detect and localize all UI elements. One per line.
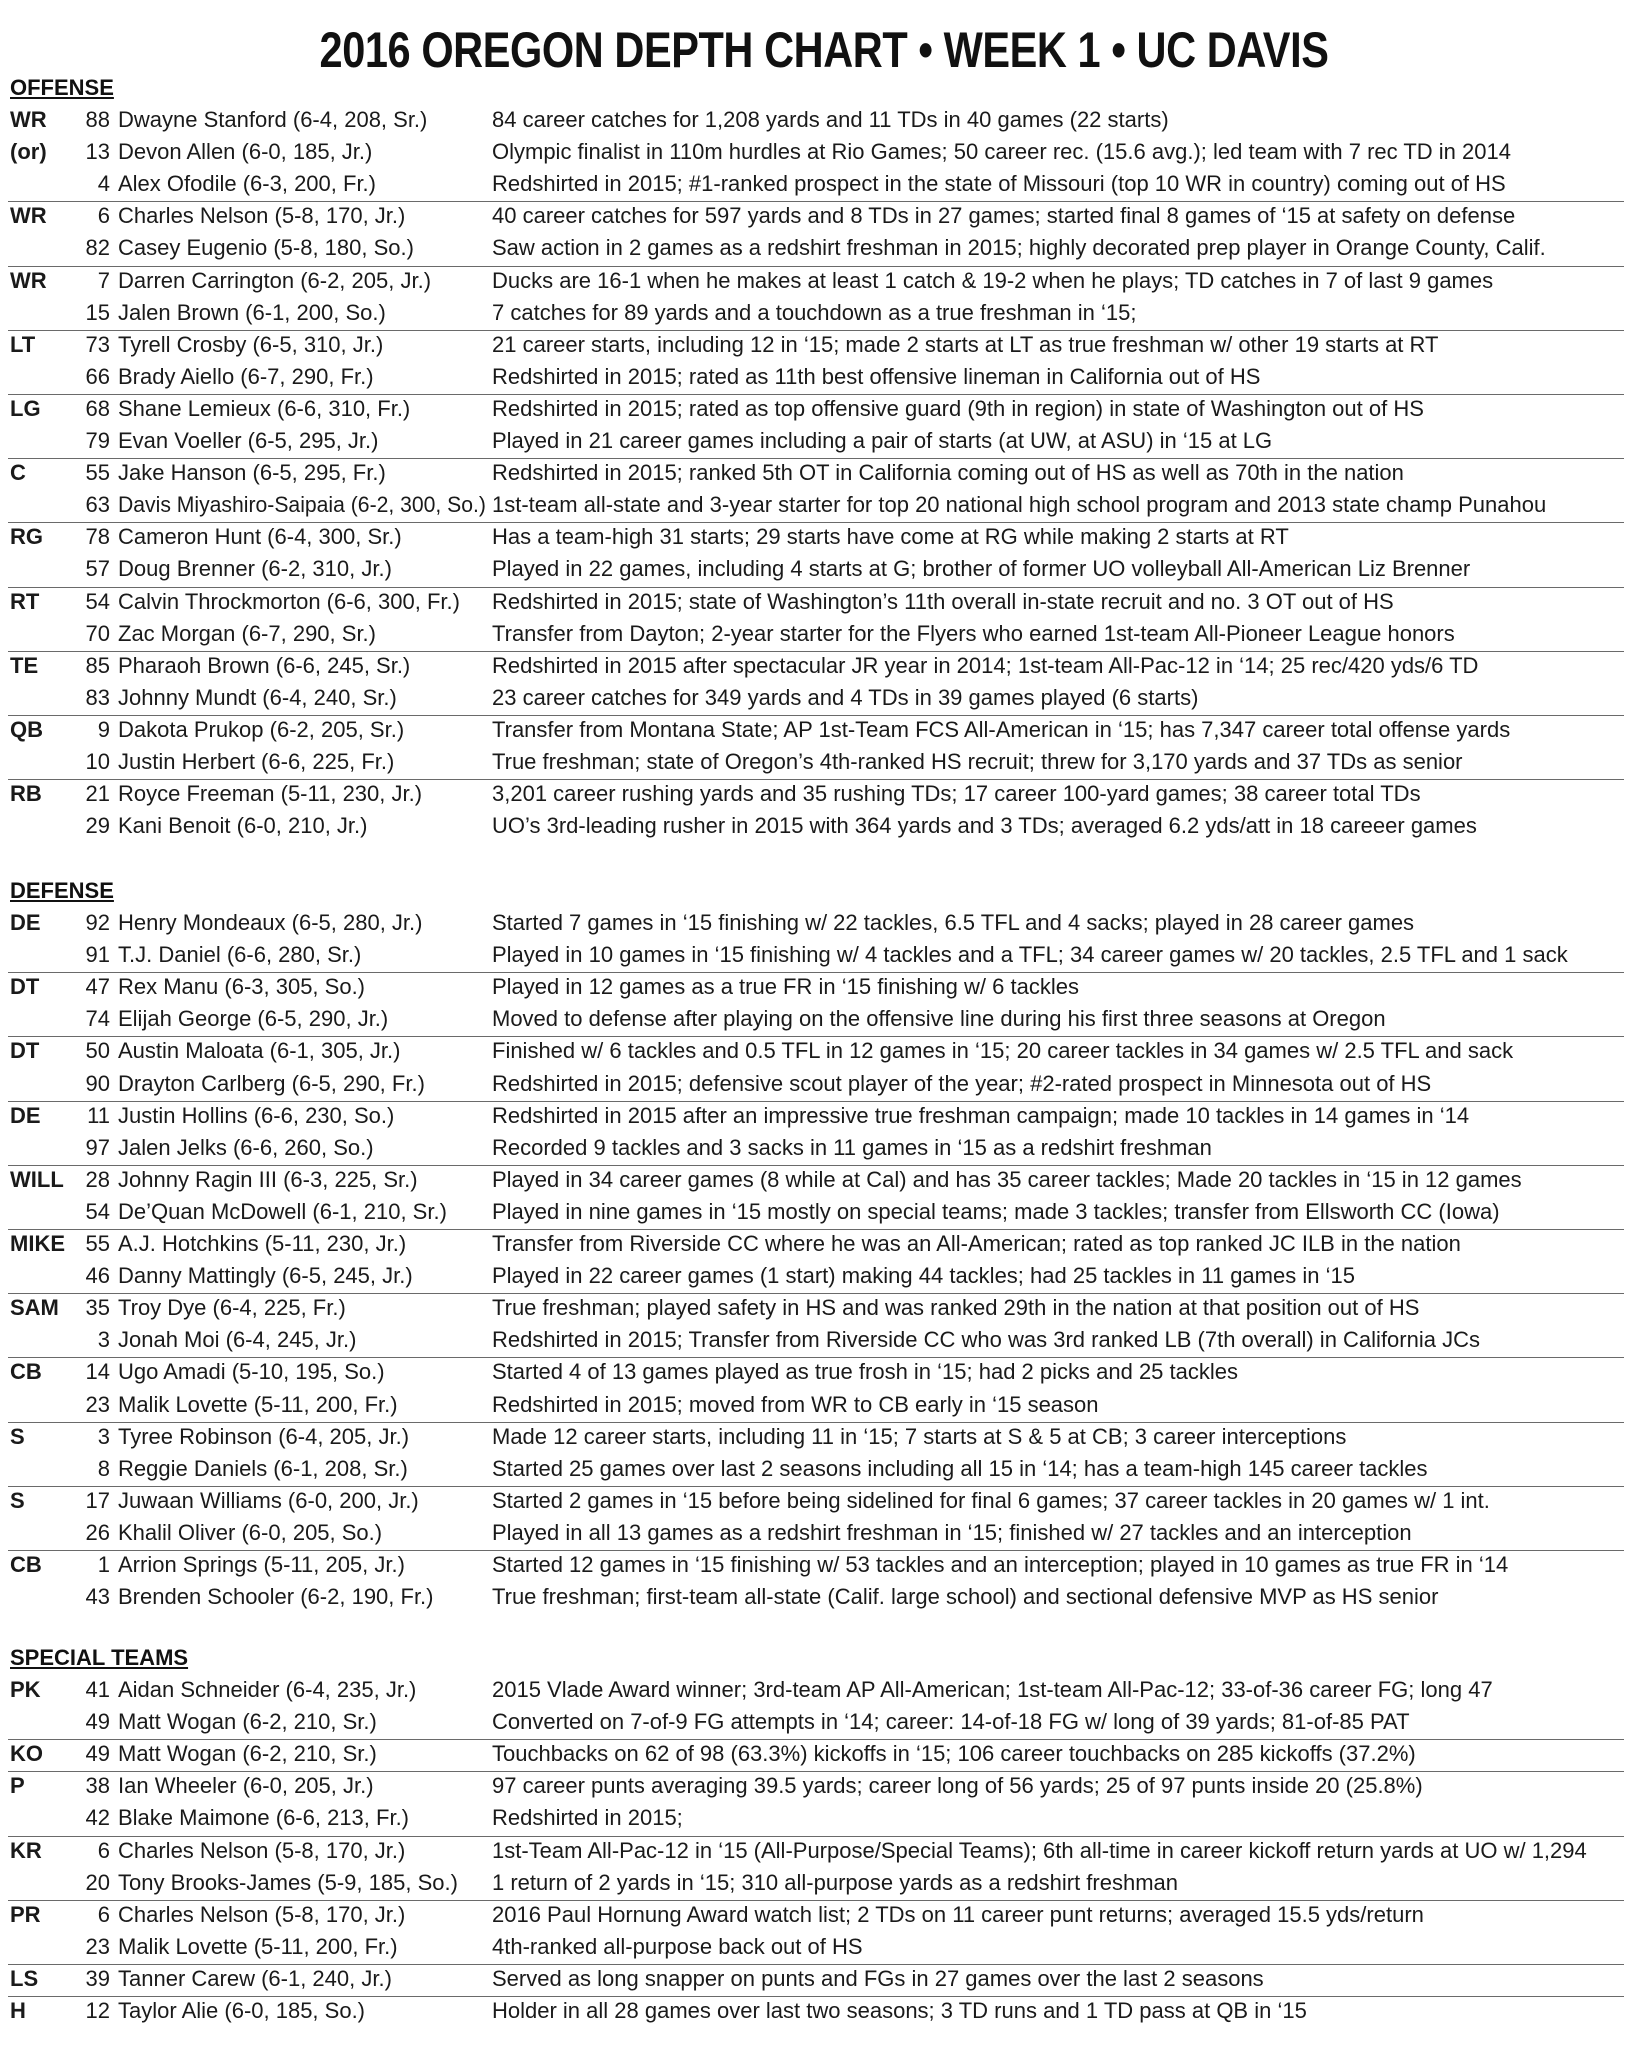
player-note: Redshirted in 2015; rated as top offensive guard (9th in region) in state of Washington out of HS [492, 395, 1424, 421]
player-note: Transfer from Dayton; 2-year starter for the Flyers who earned 1st-team All-Pioneer League honors [492, 620, 1455, 646]
position-label: PR [10, 1901, 41, 1927]
player-name: Troy Dye (6-4, 225, Fr.) [118, 1295, 346, 1321]
jersey-number: 3 [97, 1423, 110, 1449]
jersey-number: 47 [85, 974, 110, 1000]
player-note: Redshirted in 2015; ranked 5th OT in California coming out of HS as well as 70th in the nation [492, 460, 1404, 486]
depth-row [0, 136, 1648, 168]
player-name: Cameron Hunt (6-4, 300, Sr.) [118, 524, 402, 550]
depth-row [0, 1995, 1648, 2027]
player-note: Played in 21 career games including a pair of starts (at UW, at ASU) in ‘15 at LG [492, 428, 1273, 453]
depth-row [0, 521, 1648, 553]
depth-row [0, 810, 1648, 842]
player-name: Pharaoh Brown (6-6, 245, Sr.) [118, 652, 411, 678]
player-note: Redshirted in 2015 after an impressive true freshman campaign; made 10 tackles in 14 games in ‘14 [492, 1102, 1470, 1128]
jersey-number: 73 [85, 331, 110, 357]
depth-row [0, 200, 1648, 232]
player-name: Davis Miyashiro-Saipaia (6-2, 300, So.) [118, 492, 486, 518]
depth-row [0, 553, 1648, 585]
player-name: Henry Mondeaux (6-5, 280, Jr.) [118, 910, 423, 935]
jersey-number: 39 [85, 1965, 110, 1991]
jersey-number: 15 [85, 299, 110, 325]
player-name: Royce Freeman (5-11, 230, Jr.) [118, 781, 423, 807]
jersey-number: 6 [97, 1901, 110, 1927]
jersey-number: 29 [85, 813, 110, 839]
player-note: Played in all 13 games as a redshirt freshman in ‘15; finished w/ 27 tackles and an interception [492, 1519, 1412, 1545]
position-label: LT [10, 331, 36, 357]
depth-row [0, 457, 1648, 489]
jersey-number: 8 [97, 1455, 110, 1481]
player-name: Dakota Prukop (6-2, 205, Sr.) [118, 716, 405, 742]
position-label: LS [10, 1965, 39, 1991]
player-note: Played in 34 career games (8 while at Cal) and has 35 career tackles; Made 20 tackles in ‘15 in 12 games [492, 1166, 1522, 1192]
player-name: Evan Voeller (6-5, 295, Jr.) [118, 428, 379, 453]
jersey-number: 70 [85, 620, 110, 646]
position-label: WR [10, 203, 47, 229]
player-note: Redshirted in 2015; [492, 1805, 683, 1831]
position-label: QB [10, 716, 43, 742]
depth-row [0, 265, 1648, 297]
player-name: Charles Nelson (5-8, 170, Jr.) [118, 1901, 406, 1927]
jersey-number: 38 [85, 1773, 110, 1799]
jersey-number: 14 [85, 1359, 110, 1385]
player-name: Malik Lovette (5-11, 200, Fr.) [118, 1391, 398, 1417]
player-note: Olympic finalist in 110m hurdles at Rio Games; 50 career rec. (15.6 avg.); led team with 7 rec TD in 2014 [492, 139, 1511, 165]
position-label: MIKE [10, 1231, 65, 1256]
jersey-number: 23 [85, 1933, 110, 1959]
jersey-number: 91 [85, 942, 110, 968]
depth-row [0, 1706, 1648, 1738]
player-note: Redshirted in 2015; Transfer from Riverside CC who was 3rd ranked LB (7th overall) in California JCs [492, 1327, 1480, 1353]
jersey-number: 57 [85, 556, 110, 582]
player-name: Tyree Robinson (6-4, 205, Jr.) [118, 1423, 410, 1449]
depth-row [0, 1389, 1648, 1421]
depth-row [0, 1770, 1648, 1802]
jersey-number: 6 [97, 203, 110, 229]
player-note: Redshirted in 2015 after spectacular JR year in 2014; 1st-team All-Pac-12 in ‘14; 25 rec/420 yds/6 TD [492, 652, 1479, 678]
player-note: True freshman; played safety in HS and was ranked 29th in the nation at that position out of HS [492, 1295, 1420, 1321]
player-note: Played in 10 games in ‘15 finishing w/ 4 tackles and a TFL; 34 career games w/ 20 tackles, 2.5 TFL and 1 sack [492, 942, 1568, 968]
player-note: Started 7 games in ‘15 finishing w/ 22 tackles, 6.5 TFL and 4 sacks; played in 28 career games [492, 910, 1415, 935]
jersey-number: 17 [85, 1487, 110, 1513]
position-label: PK [10, 1677, 41, 1702]
depth-row [0, 489, 1648, 521]
player-note: Holder in all 28 games over last two seasons; 3 TD runs and 1 TD pass at QB in ‘15 [492, 1998, 1307, 2023]
depth-row [0, 939, 1648, 971]
position-label: P [10, 1773, 25, 1799]
player-note: Served as long snapper on punts and FGs in 27 games over the last 2 seasons [492, 1965, 1264, 1991]
depth-row [0, 907, 1648, 939]
jersey-number: 20 [85, 1869, 110, 1895]
jersey-number: 49 [85, 1709, 110, 1735]
jersey-number: 54 [85, 588, 110, 614]
player-name: Rex Manu (6-3, 305, So.) [118, 974, 366, 1000]
alternate-label: (or) [10, 139, 47, 165]
position-label: CB [10, 1359, 42, 1385]
player-note: Started 4 of 13 games played as true frosh in ‘15; had 2 picks and 25 tackles [492, 1359, 1239, 1385]
player-note: Recorded 9 tackles and 3 sacks in 11 games in ‘15 as a redshirt freshman [492, 1134, 1212, 1160]
depth-row [0, 393, 1648, 425]
jersey-number: 41 [85, 1677, 110, 1702]
player-name: Zac Morgan (6-7, 290, Sr.) [118, 620, 376, 646]
position-label: KO [10, 1741, 43, 1767]
depth-row [0, 168, 1648, 200]
position-label: WILL [10, 1166, 64, 1192]
player-name: Tony Brooks-James (5-9, 185, So.) [118, 1869, 458, 1895]
player-name: Charles Nelson (5-8, 170, Jr.) [118, 1837, 406, 1863]
jersey-number: 79 [85, 428, 110, 453]
position-label: LG [10, 395, 41, 421]
depth-row [0, 1068, 1648, 1100]
position-label: RT [10, 588, 40, 614]
position-label: S [10, 1487, 25, 1513]
player-name: Jalen Brown (6-1, 200, So.) [118, 299, 386, 325]
player-note: Converted on 7-of-9 FG attempts in ‘14; career: 14-of-18 FG w/ long of 39 yards; 81-of-85 PAT [492, 1709, 1410, 1735]
player-note: Made 12 career starts, including 11 in ‘15; 7 starts at S & 5 at CB; 3 career interceptions [492, 1423, 1347, 1449]
player-name: Doug Brenner (6-2, 310, Jr.) [118, 556, 392, 582]
player-note: Has a team-high 31 starts; 29 starts have come at RG while making 2 starts at RT [492, 524, 1289, 550]
jersey-number: 78 [85, 524, 110, 550]
depth-row [0, 1228, 1648, 1260]
depth-row [0, 1035, 1648, 1067]
player-name: Malik Lovette (5-11, 200, Fr.) [118, 1933, 398, 1959]
jersey-number: 90 [85, 1070, 110, 1096]
player-name: Austin Maloata (6-1, 305, Jr.) [118, 1038, 401, 1064]
player-name: Calvin Throckmorton (6-6, 300, Fr.) [118, 588, 460, 614]
player-note: Saw action in 2 games as a redshirt freshman in 2015; highly decorated prep player in Orange County, Calif. [492, 235, 1546, 261]
player-name: Brenden Schooler (6-2, 190, Fr.) [118, 1584, 434, 1610]
player-name: Matt Wogan (6-2, 210, Sr.) [118, 1709, 377, 1735]
depth-row [0, 1963, 1648, 1995]
jersey-number: 46 [85, 1263, 110, 1289]
depth-row [0, 425, 1648, 457]
depth-row [0, 1260, 1648, 1292]
jersey-number: 1 [97, 1552, 110, 1577]
depth-row [0, 232, 1648, 264]
position-label: RG [10, 524, 43, 550]
depth-row [0, 1549, 1648, 1581]
depth-row [0, 1453, 1648, 1485]
depth-row [0, 1292, 1648, 1324]
depth-row [0, 1581, 1648, 1613]
player-note: Started 25 games over last 2 seasons including all 15 in ‘14; has a team-high 145 career tackles [492, 1455, 1428, 1481]
jersey-number: 23 [85, 1391, 110, 1417]
player-name: Matt Wogan (6-2, 210, Sr.) [118, 1741, 377, 1767]
player-note: 3,201 career rushing yards and 35 rushing TDs; 17 career 100-yard games; 38 career total TDs [492, 781, 1421, 807]
depth-row [0, 1867, 1648, 1899]
depth-row [0, 1517, 1648, 1549]
player-note: 2015 Vlade Award winner; 3rd-team AP All-American; 1st-team All-Pac-12; 33-of-36 career FG; long 47 [492, 1677, 1493, 1702]
jersey-number: 11 [87, 1102, 110, 1128]
jersey-number: 83 [85, 684, 110, 710]
player-note: Redshirted in 2015; #1-ranked prospect in the state of Missouri (top 10 WR in country) coming out of HS [492, 171, 1506, 197]
player-note: True freshman; state of Oregon’s 4th-ranked HS recruit; threw for 3,170 yards and 37 TDs as senior [492, 749, 1463, 774]
player-note: True freshman; first-team all-state (Calif. large school) and sectional defensive MVP as HS senior [492, 1584, 1439, 1610]
jersey-number: 66 [85, 363, 110, 389]
jersey-number: 42 [85, 1805, 110, 1831]
jersey-number: 13 [85, 139, 110, 165]
player-name: Charles Nelson (5-8, 170, Jr.) [118, 203, 406, 229]
jersey-number: 28 [85, 1166, 110, 1192]
player-name: T.J. Daniel (6-6, 280, Sr.) [118, 942, 362, 968]
player-note: 1 return of 2 yards in ‘15; 310 all-purpose yards as a redshirt freshman [492, 1869, 1179, 1895]
position-label: RB [10, 781, 42, 807]
player-name: Shane Lemieux (6-6, 310, Fr.) [118, 395, 411, 421]
player-note: Ducks are 16-1 when he makes at least 1 catch & 19-2 when he plays; TD catches in 7 of last 9 games [492, 267, 1494, 293]
jersey-number: 49 [85, 1741, 110, 1767]
jersey-number: 74 [85, 1006, 110, 1032]
player-note: 21 career starts, including 12 in ‘15; made 2 starts at LT as true freshman w/ other 19 starts at RT [492, 331, 1439, 357]
player-name: Jonah Moi (6-4, 245, Jr.) [118, 1327, 357, 1353]
position-label: DE [10, 910, 41, 935]
player-note: Started 2 games in ‘15 before being sidelined for final 6 games; 37 career tackles in 20 games w/ 1 int. [492, 1487, 1490, 1513]
player-note: Redshirted in 2015; state of Washington’s 11th overall in-state recruit and no. 3 OT out of HS [492, 588, 1394, 614]
depth-row [0, 1324, 1648, 1356]
player-name: Johnny Ragin III (6-3, 225, Sr.) [118, 1166, 418, 1192]
depth-row [0, 329, 1648, 361]
player-note: Transfer from Montana State; AP 1st-Team FCS All-American in ‘15; has 7,347 career total offense yards [492, 716, 1511, 742]
player-note: Finished w/ 6 tackles and 0.5 TFL in 12 games in ‘15; 20 career tackles in 34 games w/ 2.5 TFL and sack [492, 1038, 1514, 1064]
player-name: Ian Wheeler (6-0, 205, Jr.) [118, 1773, 374, 1799]
jersey-number: 85 [85, 652, 110, 678]
player-note: 97 career punts averaging 39.5 yards; career long of 56 yards; 25 of 97 punts inside 20 (25.8%) [492, 1773, 1423, 1799]
player-name: De’Quan McDowell (6-1, 210, Sr.) [118, 1198, 447, 1224]
player-note: 1st-team all-state and 3-year starter for top 20 national high school program and 2013 state champ Punahou [492, 492, 1547, 518]
player-note: Transfer from Riverside CC where he was an All-American; rated as top ranked JC ILB in the nation [492, 1231, 1461, 1256]
depth-row [0, 714, 1648, 746]
player-name: Jalen Jelks (6-6, 260, So.) [118, 1134, 374, 1160]
position-label: H [10, 1998, 26, 2023]
depth-row [0, 746, 1648, 778]
depth-row [0, 650, 1648, 682]
depth-row [0, 586, 1648, 618]
jersey-number: 68 [85, 395, 110, 421]
player-name: Juwaan Williams (6-0, 200, Jr.) [118, 1487, 419, 1513]
jersey-number: 9 [97, 716, 110, 742]
position-label: DT [10, 974, 40, 1000]
jersey-number: 92 [85, 910, 110, 935]
jersey-number: 12 [85, 1998, 110, 2023]
player-note: Redshirted in 2015; rated as 11th best offensive lineman in California out of HS [492, 363, 1261, 389]
section-heading: OFFENSE [10, 75, 114, 100]
depth-row [0, 618, 1648, 650]
player-note: Redshirted in 2015; moved from WR to CB early in ‘15 season [492, 1391, 1099, 1417]
player-note: UO’s 3rd-leading rusher in 2015 with 364 yards and 3 TDs; averaged 6.2 yds/att in 18 careeer games [492, 813, 1477, 839]
player-name: Khalil Oliver (6-0, 205, So.) [118, 1519, 383, 1545]
jersey-number: 35 [85, 1295, 110, 1321]
depth-row [0, 104, 1648, 136]
depth-row [0, 1132, 1648, 1164]
player-note: 2016 Paul Hornung Award watch list; 2 TDs on 11 career punt returns; averaged 15.5 yds/return [492, 1901, 1424, 1927]
jersey-number: 10 [85, 749, 110, 774]
player-note: Played in 12 games as a true FR in ‘15 finishing w/ 6 tackles [492, 974, 1079, 1000]
depth-row [0, 1674, 1648, 1706]
player-note: 84 career catches for 1,208 yards and 11 TDs in 40 games (22 starts) [492, 107, 1169, 132]
player-note: 4th-ranked all-purpose back out of HS [492, 1933, 863, 1959]
jersey-number: 7 [97, 267, 110, 293]
player-name: Taylor Alie (6-0, 185, So.) [118, 1998, 366, 2023]
player-name: Justin Herbert (6-6, 225, Fr.) [118, 749, 395, 774]
player-name: Johnny Mundt (6-4, 240, Sr.) [118, 684, 397, 710]
player-note: Played in nine games in ‘15 mostly on special teams; made 3 tackles; transfer from Ellsworth CC (Iowa) [492, 1198, 1500, 1224]
depth-row [0, 778, 1648, 810]
depth-row [0, 682, 1648, 714]
player-note: Played in 22 career games (1 start) making 44 tackles; had 25 tackles in 11 games in ‘15 [492, 1263, 1355, 1289]
position-label: CB [10, 1552, 42, 1577]
position-label: C [10, 460, 26, 486]
player-name: Dwayne Stanford (6-4, 208, Sr.) [118, 107, 428, 132]
player-name: Alex Ofodile (6-3, 200, Fr.) [118, 171, 376, 197]
player-name: Aidan Schneider (6-4, 235, Jr.) [118, 1677, 417, 1702]
player-name: Drayton Carlberg (6-5, 290, Fr.) [118, 1070, 425, 1096]
position-label: DT [10, 1038, 40, 1064]
player-note: Played in 22 games, including 4 starts at G; brother of former UO volleyball All-American Liz Brenner [492, 556, 1471, 582]
depth-row [0, 1421, 1648, 1453]
jersey-number: 50 [85, 1038, 110, 1064]
depth-row [0, 1003, 1648, 1035]
jersey-number: 55 [85, 1231, 110, 1256]
jersey-number: 97 [85, 1134, 110, 1160]
page-title: 2016 OREGON DEPTH CHART • WEEK 1 • UC DAVIS [319, 22, 1329, 78]
jersey-number: 21 [85, 781, 110, 807]
player-note: 40 career catches for 597 yards and 8 TDs in 27 games; started final 8 games of ‘15 at safety on defense [492, 203, 1516, 229]
jersey-number: 55 [85, 460, 110, 486]
depth-row [0, 971, 1648, 1003]
player-note: Started 12 games in ‘15 finishing w/ 53 tackles and an interception; played in 10 games as true FR in ‘14 [492, 1552, 1509, 1577]
player-note: Moved to defense after playing on the offensive line during his first three seasons at Oregon [492, 1006, 1386, 1032]
player-name: Tanner Carew (6-1, 240, Jr.) [118, 1965, 392, 1991]
depth-row [0, 297, 1648, 329]
jersey-number: 43 [85, 1584, 110, 1610]
depth-row [0, 1100, 1648, 1132]
depth-row [0, 1356, 1648, 1388]
player-name: Tyrell Crosby (6-5, 310, Jr.) [118, 331, 384, 357]
player-name: Reggie Daniels (6-1, 208, Sr.) [118, 1455, 408, 1481]
depth-row [0, 1738, 1648, 1770]
player-name: Brady Aiello (6-7, 290, Fr.) [118, 363, 374, 389]
depth-row [0, 1164, 1648, 1196]
player-name: Jake Hanson (6-5, 295, Fr.) [118, 460, 386, 486]
position-label: KR [10, 1837, 42, 1863]
jersey-number: 88 [85, 107, 110, 132]
position-label: WR [10, 107, 47, 132]
jersey-number: 54 [85, 1198, 110, 1224]
depth-row [0, 1899, 1648, 1931]
player-note: 7 catches for 89 yards and a touchdown as a true freshman in ‘15; [492, 299, 1137, 325]
position-label: S [10, 1423, 25, 1449]
player-name: Ugo Amadi (5-10, 195, So.) [118, 1359, 385, 1385]
player-name: Blake Maimone (6-6, 213, Fr.) [118, 1805, 410, 1831]
section-heading: DEFENSE [10, 878, 114, 903]
player-name: Casey Eugenio (5-8, 180, So.) [118, 235, 414, 261]
position-label: DE [10, 1102, 41, 1128]
player-name: Devon Allen (6-0, 185, Jr.) [118, 139, 373, 165]
player-name: Darren Carrington (6-2, 205, Jr.) [118, 267, 432, 293]
player-name: Justin Hollins (6-6, 230, So.) [118, 1102, 395, 1128]
player-name: A.J. Hotchkins (5-11, 230, Jr.) [118, 1231, 407, 1256]
jersey-number: 4 [97, 171, 110, 197]
depth-row [0, 1485, 1648, 1517]
player-name: Danny Mattingly (6-5, 245, Jr.) [118, 1263, 413, 1289]
player-note: 1st-Team All-Pac-12 in ‘15 (All-Purpose/Special Teams); 6th all-time in career kickoff return yards at UO w/ 1,294 [492, 1837, 1587, 1863]
depth-row [0, 1196, 1648, 1228]
position-label: TE [10, 652, 39, 678]
player-note: 23 career catches for 349 yards and 4 TDs in 39 games played (6 starts) [492, 684, 1199, 710]
position-label: WR [10, 267, 47, 293]
player-name: Arrion Springs (5-11, 205, Jr.) [118, 1552, 405, 1577]
player-name: Elijah George (6-5, 290, Jr.) [118, 1006, 389, 1032]
section-heading: SPECIAL TEAMS [10, 1645, 189, 1670]
jersey-number: 26 [85, 1519, 110, 1545]
position-label: SAM [10, 1295, 59, 1321]
player-note: Redshirted in 2015; defensive scout player of the year; #2-rated prospect in Minnesota out of HS [492, 1070, 1432, 1096]
jersey-number: 3 [97, 1327, 110, 1353]
player-name: Kani Benoit (6-0, 210, Jr.) [118, 813, 368, 839]
player-note: Touchbacks on 62 of 98 (63.3%) kickoffs in ‘15; 106 career touchbacks on 285 kickoffs (37.2%) [492, 1741, 1416, 1767]
jersey-number: 63 [85, 492, 110, 518]
jersey-number: 82 [85, 235, 110, 261]
depth-row [0, 1802, 1648, 1834]
depth-row [0, 1835, 1648, 1867]
depth-row [0, 361, 1648, 393]
jersey-number: 6 [97, 1837, 110, 1863]
depth-row [0, 1931, 1648, 1963]
